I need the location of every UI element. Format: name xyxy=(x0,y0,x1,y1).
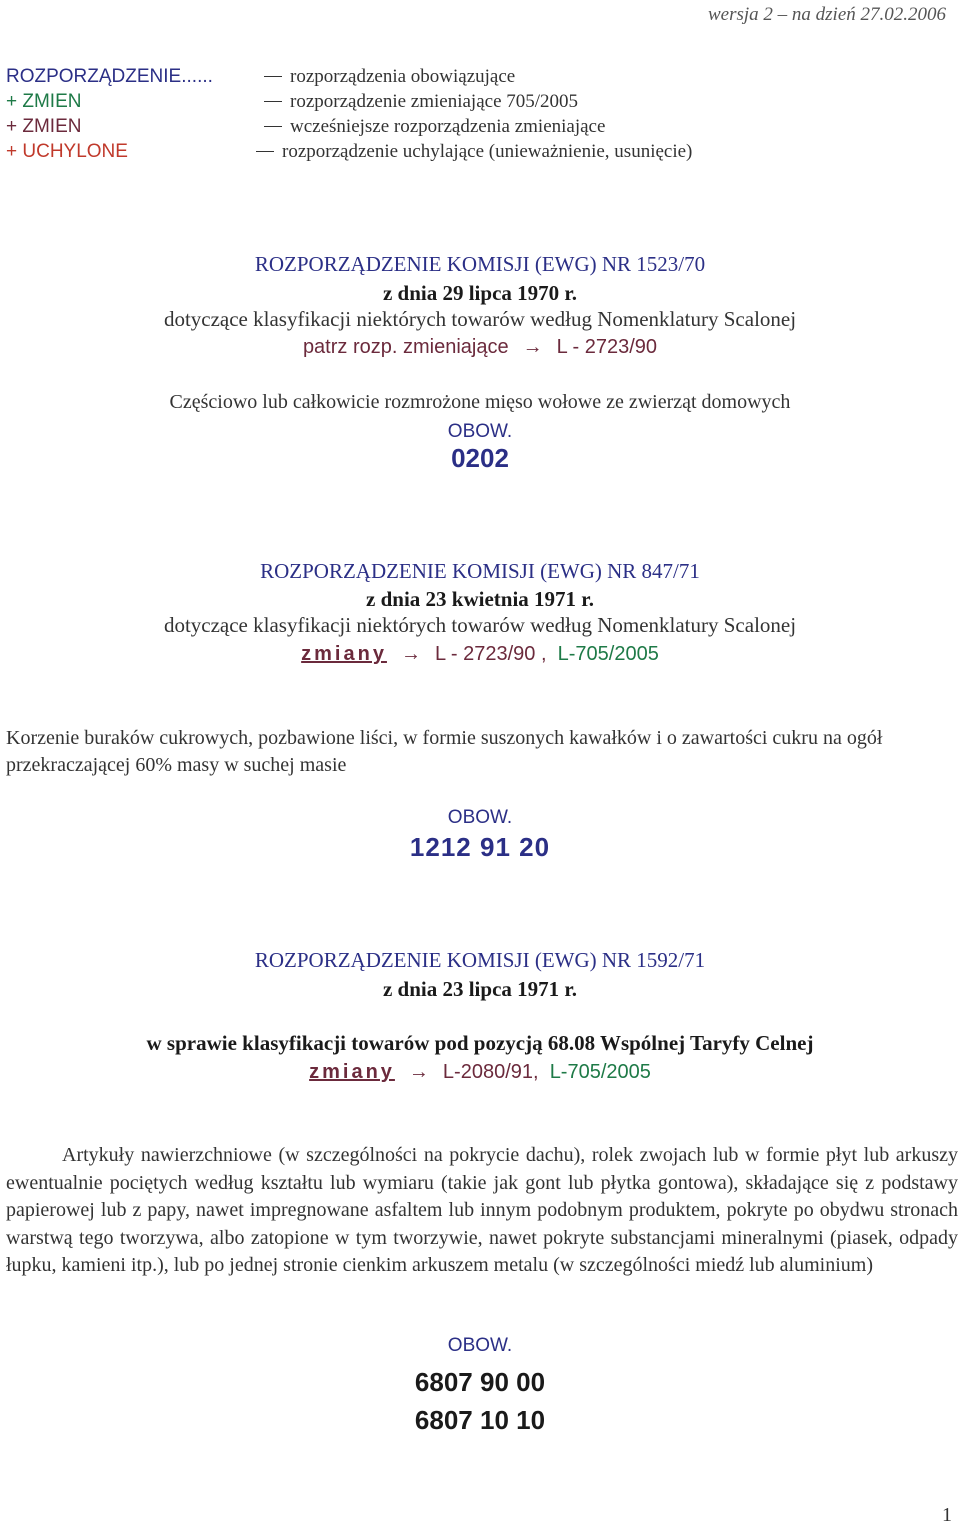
legend-desc: rozporządzenie zmieniające 705/2005 xyxy=(290,91,579,112)
legend-row-3 xyxy=(6,116,605,138)
reference-prefix: zmiany xyxy=(301,643,387,665)
legend-row-2 xyxy=(6,91,578,113)
cn-code: 0202 xyxy=(451,443,509,473)
version-date: wersja 2 – na dzień 27.02.2006 xyxy=(707,4,946,25)
legend-desc: wcześniejsze rozporządzenia zmieniające xyxy=(290,116,606,137)
product-description: Korzenie buraków cukrowych, pozbawione liści, w formie suszonych kawałków i o zawartości cukru na ogół przekraczającej 60% masy w suchej masie xyxy=(6,727,883,776)
regulation-date: z dnia 29 lipca 1970 r. xyxy=(382,281,578,305)
legend-desc: rozporządzenia obowiązujące xyxy=(290,66,516,87)
legend-key: + ZMIEN xyxy=(6,91,82,112)
regulation-reference xyxy=(0,643,960,666)
cn-code: 6807 90 00 xyxy=(414,1367,546,1397)
obow-label: OBOW. xyxy=(447,421,513,442)
page-number: 1 xyxy=(942,1504,952,1526)
regulation-reference xyxy=(0,1061,960,1084)
arrow-right-icon: → xyxy=(400,643,421,665)
legend-row-4 xyxy=(6,141,692,163)
reference-codes-new: L-705/2005 xyxy=(557,643,659,665)
regulation-title: ROZPORZĄDZENIE KOMISJI (EWG) NR 1592/71 xyxy=(254,948,706,972)
arrow-right-icon: → xyxy=(522,336,543,358)
product-description: Artykuły nawierzchniowe (w szczególności na pokrycie dachu), rolek zwojach lub w formie płyt lub arkuszy ewentualnie pociętych według kształtu lub wymiaru (takie jak gont lub płytka gontowa), składające się z podstawy papierowej lub z papy, nawet impregnowane asfaltem lub innym podobnym produktem, pokryte po obydwu stronach warstwą tego tworzywa, albo zatopione w tym tworzywie, nawet pokryte substancjami mineralnymi (piasek, odpady łupku, kamieni itp.), lub po jednej stronie cienkim arkuszem metalu (w szczególności miedź lub aluminium) xyxy=(6,1144,958,1276)
legend-key: ROZPORZĄDZENIE...... xyxy=(6,66,213,87)
regulation-subject: w sprawie klasyfikacji towarów pod pozycją 68.08 Wspólnej Taryfy Celnej xyxy=(146,1031,814,1055)
regulation-title: ROZPORZĄDZENIE KOMISJI (EWG) NR 847/71 xyxy=(260,559,700,583)
product-description: Częściowo lub całkowicie rozmrożone mięso wołowe ze zwierząt domowych xyxy=(169,391,791,413)
legend-key: + ZMIEN xyxy=(6,116,82,137)
cn-code: 1212 91 20 xyxy=(409,832,551,862)
cn-code: 6807 10 10 xyxy=(414,1405,546,1435)
reference-codes-new: L-705/2005 xyxy=(549,1061,651,1083)
regulation-date: z dnia 23 lipca 1971 r. xyxy=(382,977,578,1001)
obow-label: OBOW. xyxy=(447,1335,513,1356)
regulation-subject: dotyczące klasyfikacji niektórych towarów według Nomenklatury Scalonej xyxy=(163,307,797,331)
regulation-reference xyxy=(0,336,960,359)
regulation-title: ROZPORZĄDZENIE KOMISJI (EWG) NR 1523/70 xyxy=(254,252,706,276)
regulation-subject: dotyczące klasyfikacji niektórych towarów według Nomenklatury Scalonej xyxy=(163,613,797,637)
reference-codes: L-2080/91, xyxy=(442,1061,539,1083)
legend-desc: rozporządzenie uchylające (unieważnienie, usunięcie) xyxy=(282,141,693,162)
reference-prefix: patrz rozp. zmieniające xyxy=(302,336,509,358)
reference-codes: L - 2723/90 xyxy=(556,336,658,358)
regulation-date: z dnia 23 kwietnia 1971 r. xyxy=(366,587,594,611)
legend-key: + UCHYLONE xyxy=(6,141,128,162)
reference-prefix: zmiany xyxy=(309,1061,395,1083)
reference-codes: L - 2723/90 , xyxy=(434,643,547,665)
obow-label: OBOW. xyxy=(447,807,513,828)
legend-row-1 xyxy=(6,66,515,88)
arrow-right-icon: → xyxy=(408,1061,429,1083)
